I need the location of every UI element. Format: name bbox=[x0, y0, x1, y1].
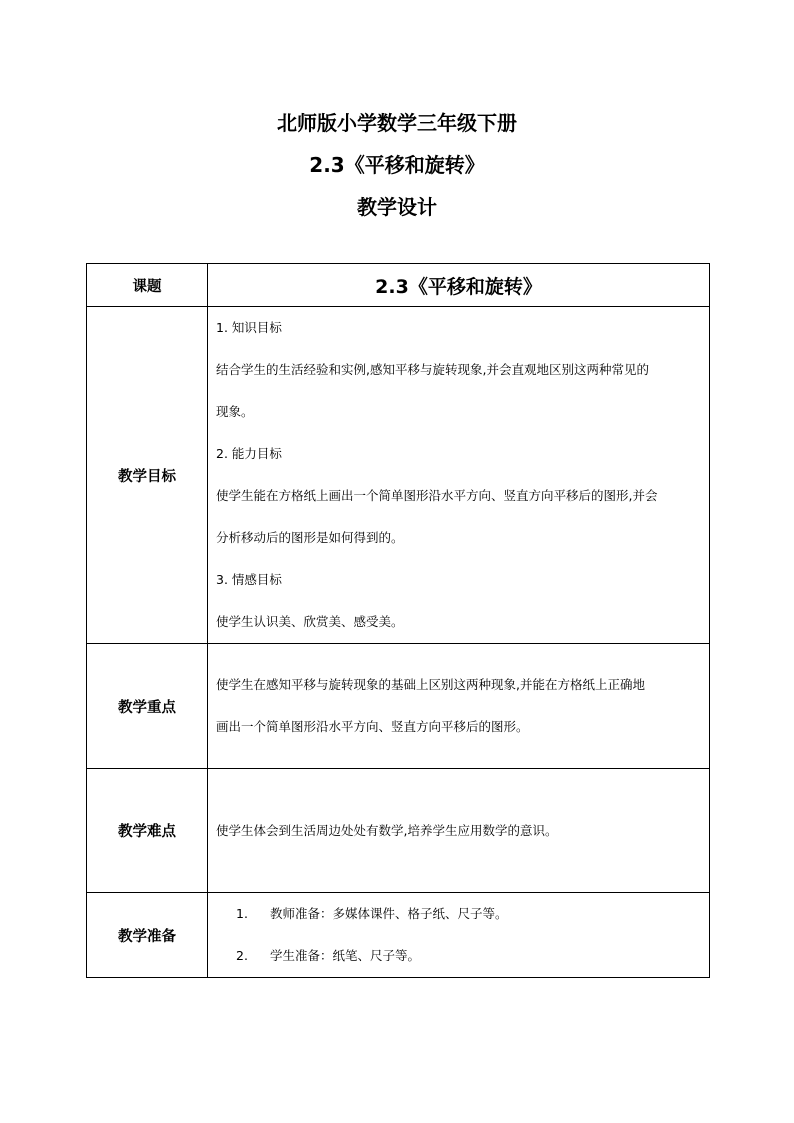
preparation-content bbox=[208, 893, 710, 978]
difficulties-row bbox=[87, 769, 710, 893]
preparation-item-number: 2. bbox=[236, 948, 248, 963]
subject-value: 2.3《平移和旋转》 bbox=[208, 264, 710, 307]
preparation-item-text: 学生准备：纸笔、尺子等。 bbox=[270, 948, 421, 963]
difficulties-label: 教学难点 bbox=[87, 769, 208, 893]
preparation-item bbox=[208, 893, 709, 935]
preparation-item-text: 教师准备：多媒体课件、格子纸、尺子等。 bbox=[270, 906, 508, 921]
goals-line: 现象。 bbox=[216, 404, 254, 419]
document-title-line-2: 2.3《平移和旋转》 bbox=[309, 153, 485, 177]
goals-line: 使学生认识美、欣赏美、感受美。 bbox=[216, 614, 404, 629]
preparation-label: 教学准备 bbox=[87, 893, 208, 978]
subject-label: 课题 bbox=[87, 264, 208, 307]
difficulties-content bbox=[208, 769, 710, 893]
preparation-row bbox=[87, 893, 710, 978]
difficulties-line: 使学生体会到生活周边处处有数学,培养学生应用数学的意识。 bbox=[216, 822, 558, 838]
goals-line: 3. 情感目标 bbox=[216, 572, 282, 587]
preparation-item bbox=[208, 935, 709, 977]
goals-content bbox=[208, 307, 710, 644]
key-points-label: 教学重点 bbox=[87, 644, 208, 769]
goals-line: 分析移动后的图形是如何得到的。 bbox=[216, 530, 404, 545]
preparation-item-number: 1. bbox=[236, 906, 248, 921]
key-points-row bbox=[87, 644, 710, 769]
goals-line: 使学生能在方格纸上画出一个简单图形沿水平方向、竖直方向平移后的图形,并会 bbox=[216, 488, 658, 503]
goals-row bbox=[87, 307, 710, 644]
key-points-content bbox=[208, 644, 710, 769]
lesson-plan-table bbox=[86, 263, 710, 978]
document-title-line-3: 教学设计 bbox=[357, 195, 437, 219]
key-points-line: 画出一个简单图形沿水平方向、竖直方向平移后的图形。 bbox=[216, 719, 529, 734]
goals-line: 1. 知识目标 bbox=[216, 320, 282, 335]
goals-label: 教学目标 bbox=[87, 307, 208, 644]
goals-line: 2. 能力目标 bbox=[216, 446, 282, 461]
goals-line: 结合学生的生活经验和实例,感知平移与旋转现象,并会直观地区别这两种常见的 bbox=[216, 362, 649, 377]
document-title-line-1: 北师版小学数学三年级下册 bbox=[277, 111, 517, 135]
subject-row bbox=[87, 264, 710, 307]
key-points-line: 使学生在感知平移与旋转现象的基础上区别这两种现象,并能在方格纸上正确地 bbox=[216, 677, 645, 692]
